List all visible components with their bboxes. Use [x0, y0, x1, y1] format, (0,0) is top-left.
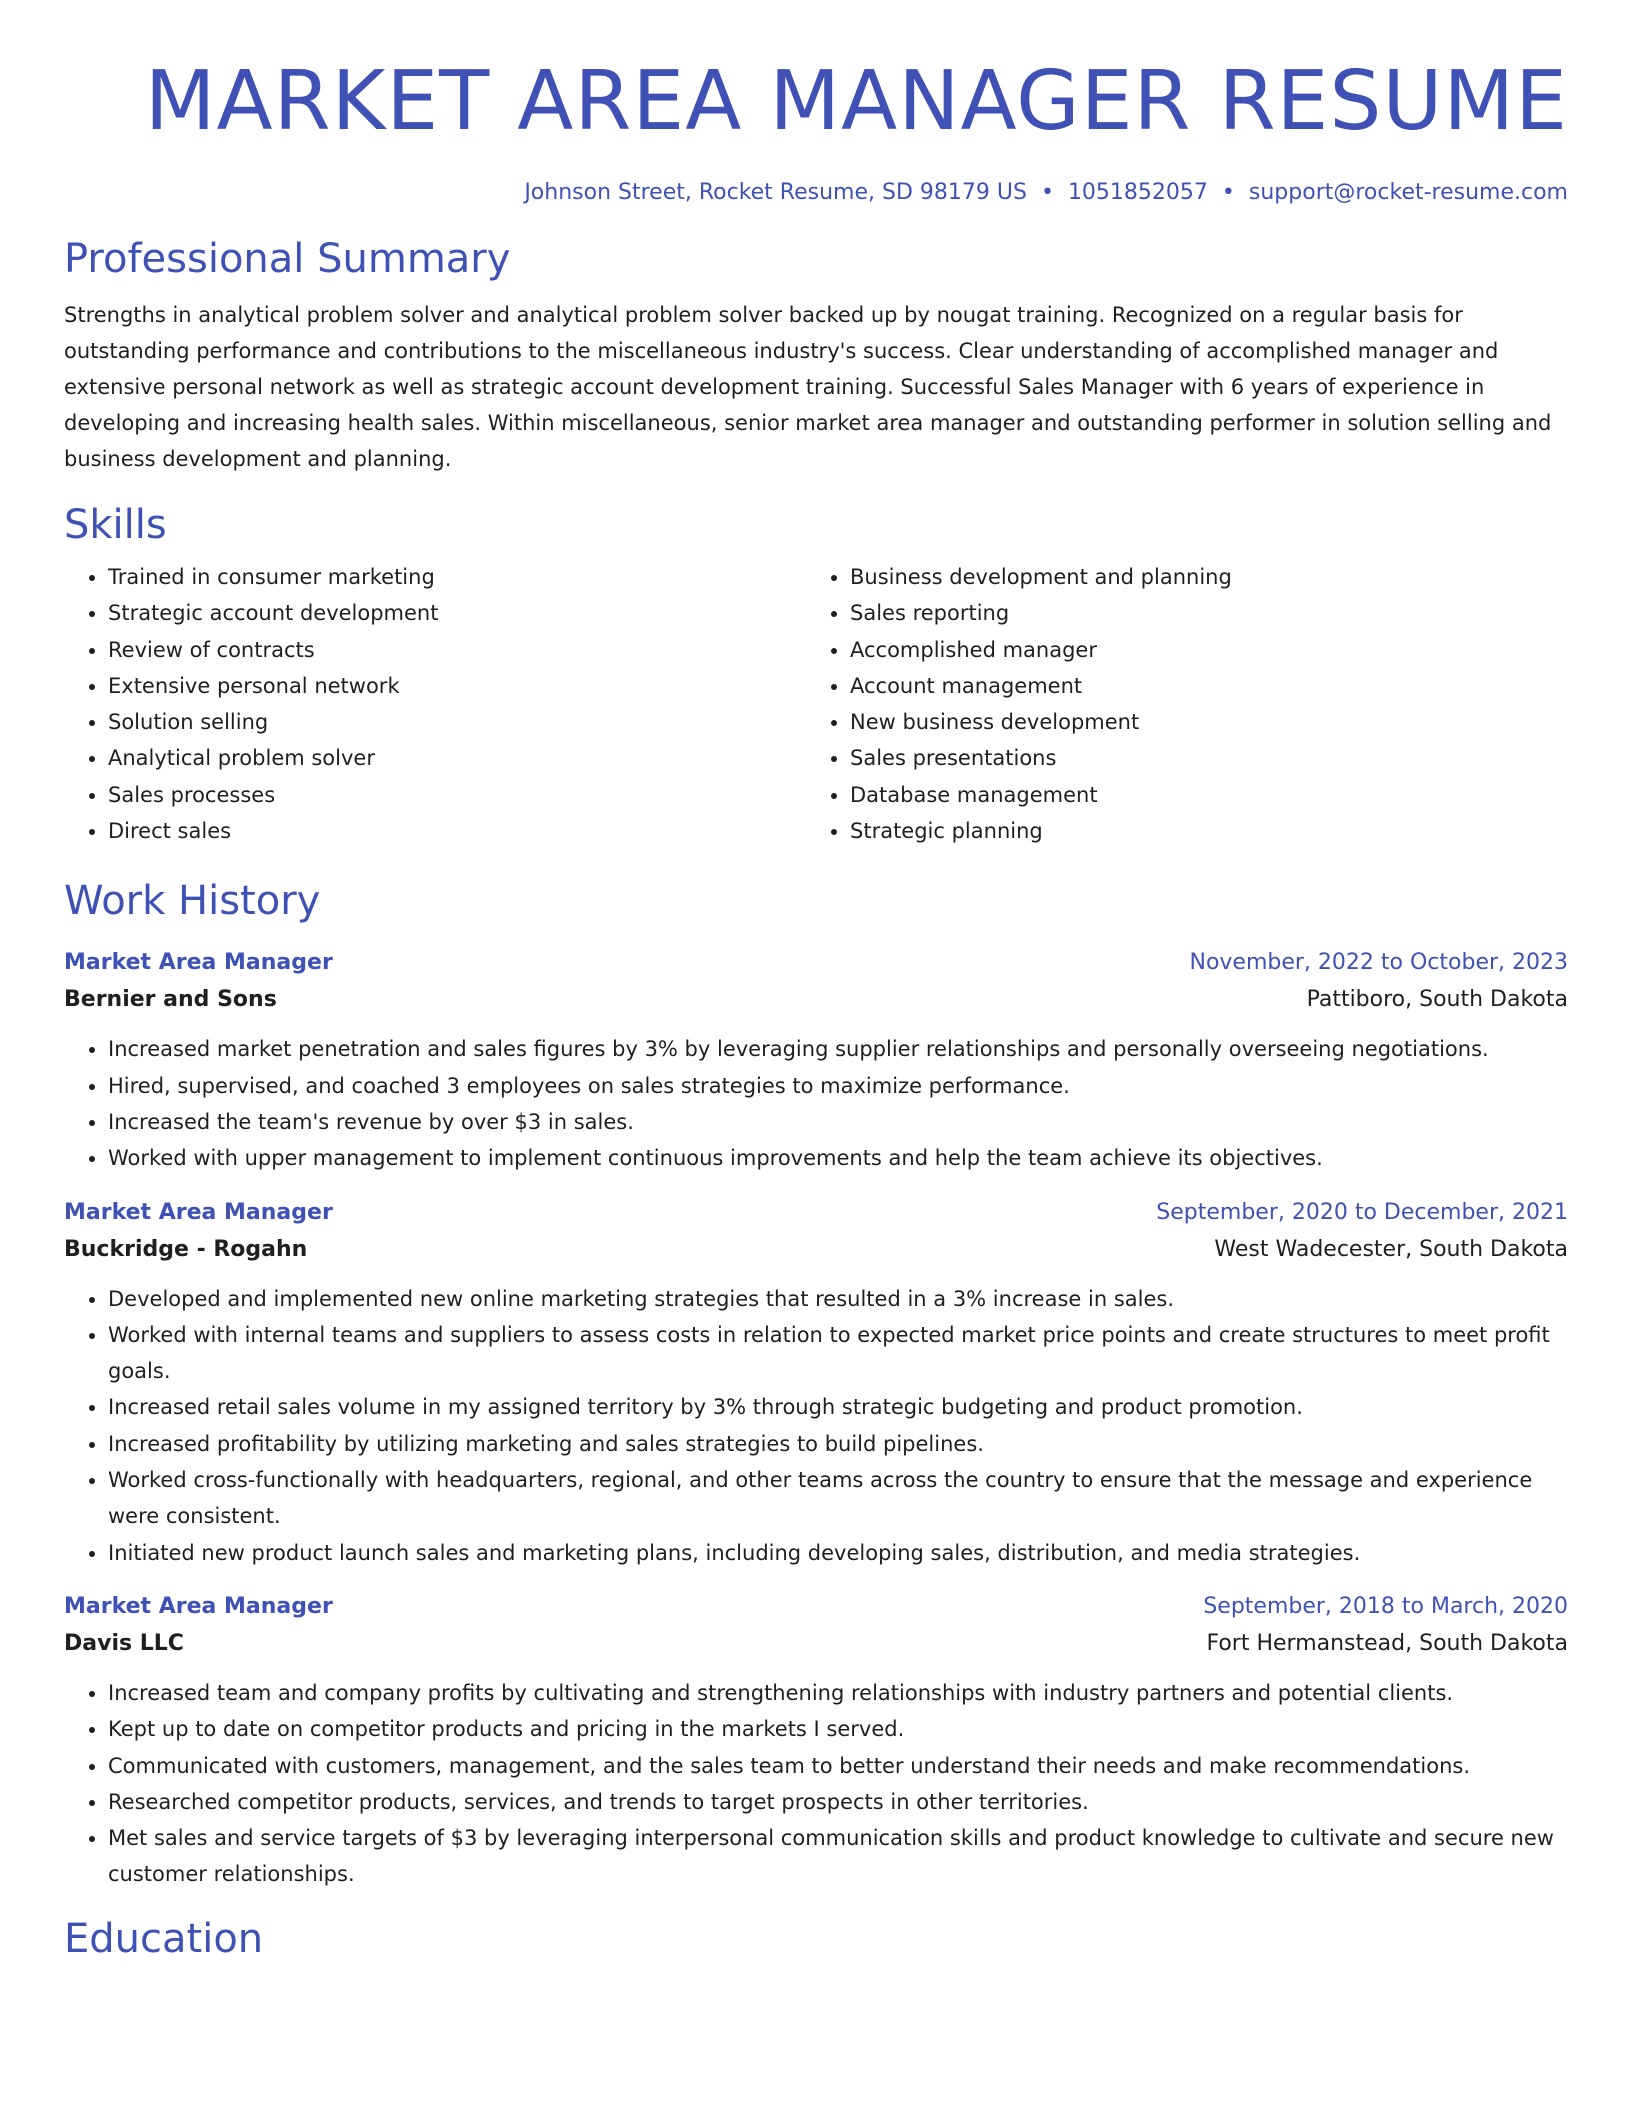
job-location: Fort Hermanstead, South Dakota	[1206, 1630, 1568, 1656]
skill-item: • Database management	[850, 777, 1548, 813]
job-header	[64, 1589, 1568, 1625]
job-bullet: • Increased the team's revenue by over $3 in sales.	[108, 1104, 1568, 1140]
job-title: Market Area Manager	[64, 1593, 333, 1619]
job-bullets	[64, 1675, 1568, 1893]
skill-item: • Analytical problem solver	[108, 740, 806, 776]
job-entry	[64, 1589, 1568, 1893]
skill-item: • Strategic account development	[108, 595, 806, 631]
skill-item: • Business development and planning	[850, 559, 1548, 595]
skill-item: • Sales processes	[108, 777, 806, 813]
job-company-row	[64, 1625, 1568, 1663]
job-dates: September, 2020 to December, 2021	[1156, 1199, 1568, 1225]
skills-column-right	[806, 559, 1548, 849]
job-bullet: • Worked with internal teams and suppliers to assess costs in relation to expected market price points and create structures to meet profit goals.	[108, 1317, 1568, 1390]
skills-column-left	[64, 559, 806, 849]
job-bullet: • Initiated new product launch sales and marketing plans, including developing sales, distribution, and media strategies.	[108, 1535, 1568, 1571]
job-bullet: • Increased market penetration and sales figures by 3% by leveraging supplier relationships and personally overseeing negotiations.	[108, 1031, 1568, 1067]
skill-item: • Extensive personal network	[108, 668, 806, 704]
skill-item: • Account management	[850, 668, 1548, 704]
job-company-row	[64, 1231, 1568, 1269]
skill-item: • Trained in consumer marketing	[108, 559, 806, 595]
skill-item: • Accomplished manager	[850, 632, 1548, 668]
summary-heading: Professional Summary	[64, 236, 511, 282]
contact-phone: 1051852057	[1067, 180, 1208, 205]
job-location: Pattiboro, South Dakota	[1306, 987, 1568, 1013]
contact-address: Johnson Street, Rocket Resume, SD 98179 US	[524, 180, 1027, 205]
skill-item: • Review of contracts	[108, 632, 806, 668]
job-dates: September, 2018 to March, 2020	[1203, 1593, 1568, 1619]
job-bullet: • Worked with upper management to implement continuous improvements and help the team achieve its objectives.	[108, 1140, 1568, 1176]
skill-item: • Solution selling	[108, 704, 806, 740]
job-dates: November, 2022 to October, 2023	[1189, 950, 1568, 976]
contact-line	[64, 180, 1568, 205]
job-header	[64, 1195, 1568, 1231]
job-header	[64, 945, 1568, 981]
job-bullets	[64, 1281, 1568, 1571]
skills-heading: Skills	[64, 502, 167, 548]
company-name: Buckridge - Rogahn	[64, 1236, 308, 1262]
job-bullet: • Increased team and company profits by cultivating and strengthening relationships with industry partners and potential clients.	[108, 1675, 1568, 1711]
job-entry	[64, 1195, 1568, 1571]
job-bullet: • Increased retail sales volume in my assigned territory by 3% through strategic budgeting and product promotion.	[108, 1389, 1568, 1425]
job-bullet: • Developed and implemented new online marketing strategies that resulted in a 3% increase in sales.	[108, 1281, 1568, 1317]
education-heading: Education	[64, 1915, 264, 1962]
job-entry	[64, 945, 1568, 1176]
skill-item: • Sales reporting	[850, 595, 1548, 631]
company-name: Davis LLC	[64, 1630, 184, 1656]
contact-separator: •	[1040, 180, 1054, 205]
contact-email: support@rocket-resume.com	[1248, 180, 1568, 205]
job-bullets	[64, 1031, 1568, 1176]
job-bullet: • Kept up to date on competitor products and pricing in the markets I served.	[108, 1711, 1568, 1747]
resume-page	[64, 0, 1568, 2112]
company-name: Bernier and Sons	[64, 987, 277, 1013]
skill-item: • Strategic planning	[850, 813, 1548, 849]
job-location: West Wadecester, South Dakota	[1214, 1236, 1568, 1262]
skill-item: • Sales presentations	[850, 740, 1548, 776]
resume-title: MARKET AREA MANAGER RESUME	[144, 54, 1568, 149]
job-company-row	[64, 981, 1568, 1019]
skill-item: • Direct sales	[108, 813, 806, 849]
job-bullet: • Hired, supervised, and coached 3 employees on sales strategies to maximize performance.	[108, 1068, 1568, 1104]
job-bullet: • Researched competitor products, services, and trends to target prospects in other territories.	[108, 1784, 1568, 1820]
skills-list	[64, 559, 1568, 849]
skill-item: • New business development	[850, 704, 1548, 740]
contact-separator: •	[1221, 180, 1235, 205]
job-bullet: • Worked cross-functionally with headquarters, regional, and other teams across the country to ensure that the message and experience were consistent.	[108, 1462, 1568, 1535]
job-bullet: • Communicated with customers, management, and the sales team to better understand their needs and make recommendations.	[108, 1748, 1568, 1784]
job-title: Market Area Manager	[64, 950, 333, 976]
job-bullet: • Met sales and service targets of $3 by leveraging interpersonal communication skills and product knowledge to cultivate and secure new customer relationships.	[108, 1820, 1568, 1893]
job-title: Market Area Manager	[64, 1199, 333, 1225]
summary-text: Strengths in analytical problem solver and analytical problem solver backed up by nougat training. Recognized on a regular basis for outstanding performance and contributions to the miscellaneous industry's success. Clear understanding of accomplished manager and extensive personal network as well as strategic account development training. Successful Sales Manager with 6 years of experience in developing and increasing health sales. Within miscellaneous, senior market area manager and outstanding performer in solution selling and business development and planning.	[64, 303, 1552, 471]
work-history-heading: Work History	[64, 878, 321, 925]
job-bullet: • Increased profitability by utilizing marketing and sales strategies to build pipelines.	[108, 1426, 1568, 1462]
